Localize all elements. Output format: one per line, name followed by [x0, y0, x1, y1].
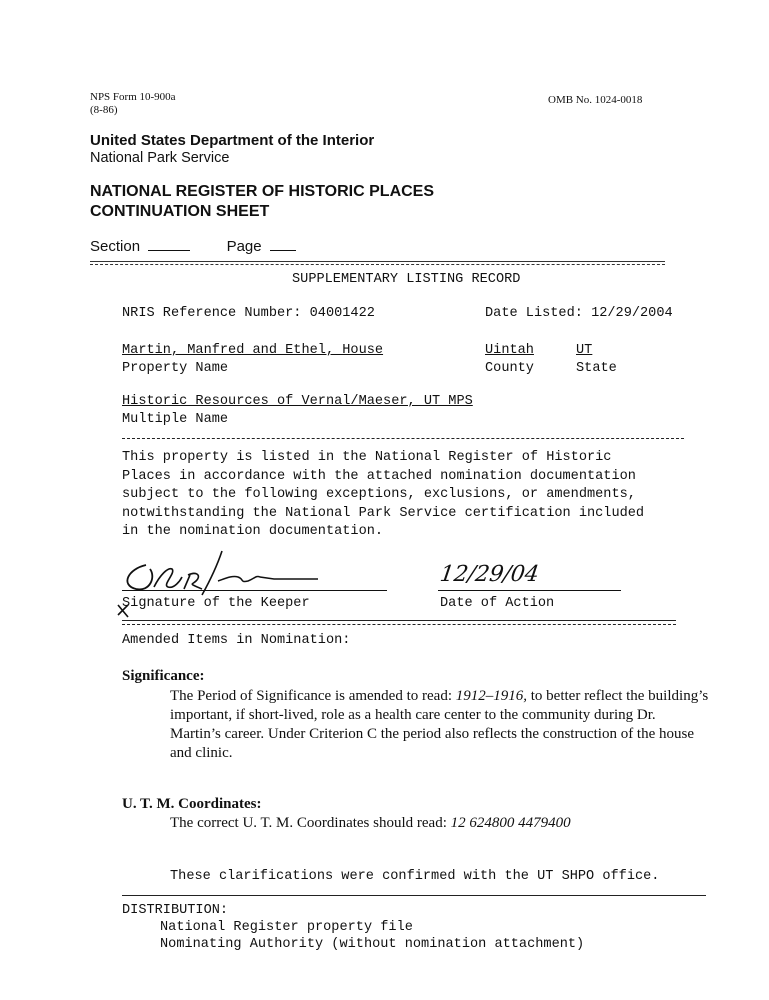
record-title: SUPPLEMENTARY LISTING RECORD: [292, 272, 521, 287]
record-divider: [122, 438, 684, 439]
statement-line: This property is listed in the National Register of Historic: [122, 450, 612, 465]
nris-reference: [122, 306, 375, 321]
significance-lead-rest: to better reflect the building’s: [527, 688, 709, 704]
sheet-title: CONTINUATION SHEET: [90, 203, 270, 220]
agency-name: National Park Service: [90, 150, 230, 166]
distribution-item: National Register property file: [160, 920, 413, 935]
signature-line: [122, 590, 387, 591]
distribution-list: [160, 919, 584, 953]
statement-line: notwithstanding the National Park Service certification included: [122, 505, 645, 521]
distribution-label: DISTRIBUTION:: [122, 903, 229, 918]
significance-text: [170, 687, 708, 763]
significance-lead: The Period of Significance is amended to read:: [170, 688, 456, 704]
amend-rule-top: [122, 620, 676, 621]
nris-label: NRIS Reference Number:: [122, 306, 302, 321]
date-listed: [485, 306, 673, 321]
statement-line: subject to the following exceptions, exclusions, or amendments,: [122, 487, 636, 502]
form-number: NPS Form 10-900a: [90, 91, 176, 103]
handwritten-date: 12/29/04: [438, 562, 541, 587]
date-listed-label: Date Listed:: [485, 306, 583, 321]
date-line: [438, 590, 621, 591]
state-label: State: [576, 361, 617, 376]
section-blank: [148, 238, 190, 251]
significance-line: and clinic.: [170, 745, 233, 761]
multiple-name-label: Multiple Name: [122, 412, 229, 427]
form-date: (8-86): [90, 104, 118, 116]
department-name: United States Department of the Interior: [90, 132, 375, 149]
property-name-value: Martin, Manfred and Ethel, House: [122, 343, 384, 358]
keeper-signature: [98, 545, 398, 625]
significance-line: important, if short-lived, role as a health care center to the community during Dr.: [170, 707, 656, 723]
page-label: Page: [226, 238, 262, 255]
statement-line: Places in accordance with the attached nomination documentation: [122, 468, 636, 484]
date-of-action-label: Date of Action: [440, 596, 555, 611]
amend-rule-bottom: [122, 624, 676, 625]
section-field: [90, 238, 296, 255]
signature-label: Signature of the Keeper: [122, 596, 310, 611]
county-label: County: [485, 361, 534, 376]
utm-value: 12 624800 4479400: [450, 815, 571, 831]
amended-items-label: Amended Items in Nomination:: [122, 633, 351, 648]
significance-period: 1912–1916,: [455, 688, 527, 704]
statement-line: in the nomination documentation.: [122, 524, 384, 539]
county-value: Uintah: [485, 343, 534, 358]
confirmation-note: These clarifications were confirmed with the UT SHPO office.: [170, 869, 660, 884]
significance-line: Martin’s career. Under Criterion C the period also reflects the construction of the house: [170, 726, 695, 742]
register-title: NATIONAL REGISTER OF HISTORIC PLACES: [90, 183, 435, 200]
section-label: Section: [90, 238, 141, 255]
multiple-name-value: Historic Resources of Vernal/Maeser, UT MPS: [122, 394, 473, 409]
distribution-rule: [122, 895, 706, 896]
distribution-item: Nominating Authority (without nomination attachment): [160, 937, 585, 952]
property-name-label: Property Name: [122, 361, 229, 376]
significance-heading: Significance:: [122, 668, 205, 684]
listing-statement: [122, 449, 644, 542]
significance-line: [170, 687, 708, 706]
nris-value: 04001422: [309, 306, 375, 321]
state-value: UT: [576, 343, 593, 358]
date-listed-value: 12/29/2004: [591, 306, 673, 321]
utm-lead: The correct U. T. M. Coordinates should read:: [170, 815, 451, 831]
utm-heading: U. T. M. Coordinates:: [122, 796, 262, 812]
header-rule-top: [90, 261, 665, 262]
utm-text: [170, 815, 571, 832]
header-rule-bottom: [90, 264, 665, 265]
page-blank: [270, 238, 296, 251]
omb-number: OMB No. 1024-0018: [548, 94, 643, 106]
